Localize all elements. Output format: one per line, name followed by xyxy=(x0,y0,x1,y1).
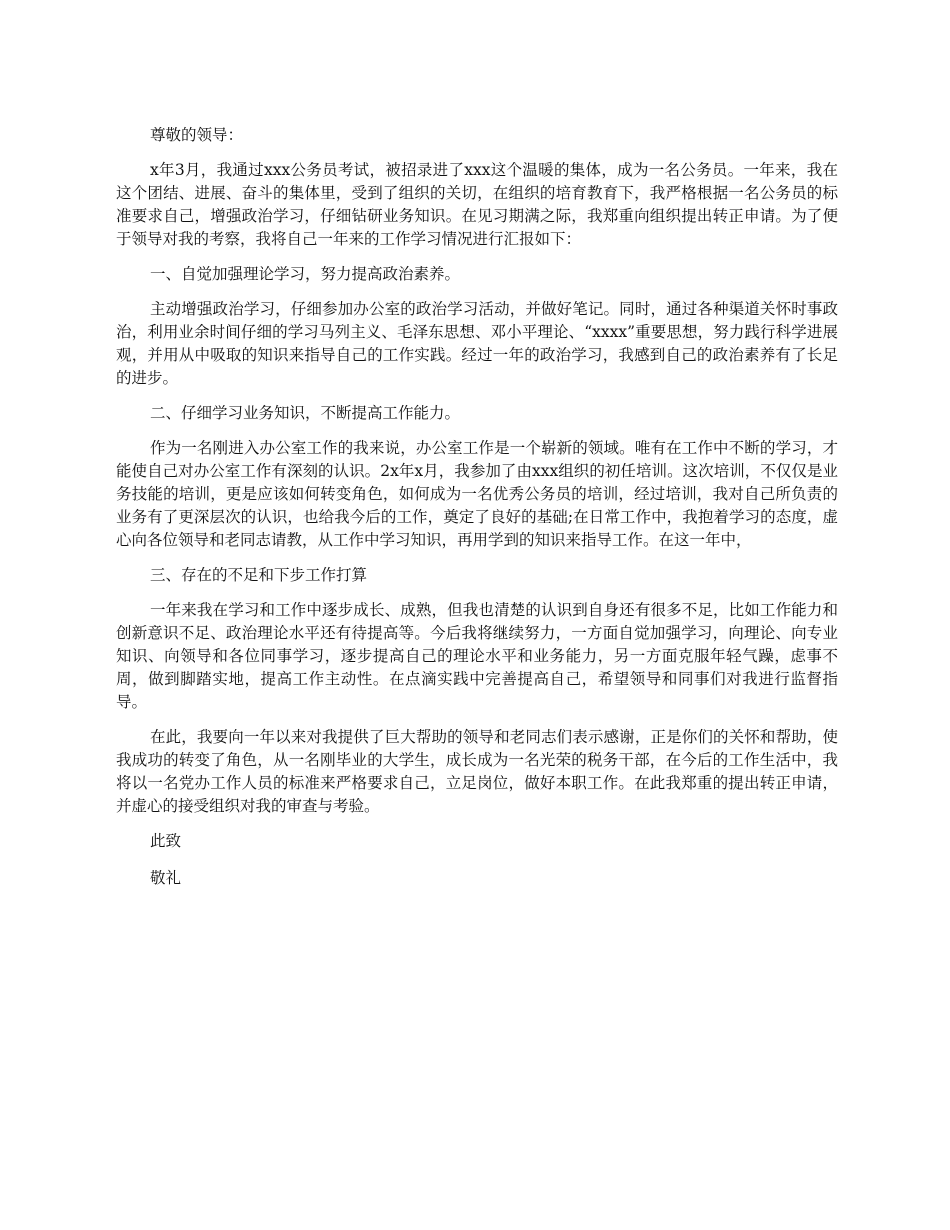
section-3-heading: 三、存在的不足和下步工作打算 xyxy=(150,566,368,584)
closing-greeting: 此致 xyxy=(150,832,182,850)
section-3-paragraph: 一年来我在学习和工作中逐步成长、成熟，但我也清楚的认识到自身还有很多不足，比如工作能力和创新意识不足、政治理论水平还有待提高等。今后我将继续努力，一方面自觉加强学习，向理论、向专业知识、向领导和各位同事学习，逐步提高自己的理论水平和业务能力，另一方面克服年轻气躁，虑事不周，做到脚踏实地，提高工作主动性。在点滴实践中完善提高自己，希望领导和同事们对我进行监督指导。 xyxy=(116,601,838,711)
salutation: 尊敬的领导： xyxy=(150,126,244,144)
closing-salute: 敬礼 xyxy=(150,869,182,887)
section-1-heading: 一、自觉加强理论学习，努力提高政治素养。 xyxy=(150,265,461,283)
letter-document xyxy=(116,124,838,904)
section-1-paragraph: 主动增强政治学习，仔细参加办公室的政治学习活动，并做好笔记。同时，通过各种渠道关怀时事政治，利用业余时间仔细的学习马列主义、毛泽东思想、邓小平理论、“xxxx”重要思想，努力践行科学进展观，并用从中吸取的知识来指导自己的工作实践。经过一年的政治学习，我感到自己的政治素养有了长足的进步。 xyxy=(116,300,838,387)
intro-paragraph: x年3月，我通过xxx公务员考试，被招录进了xxx这个温暖的集体，成为一名公务员。一年来，我在这个团结、进展、奋斗的集体里，受到了组织的关切，在组织的培育教育下，我严格根据一名公务员的标准要求自己，增强政治学习，仔细钻研业务知识。在见习期满之际，我郑重向组织提出转正申请。为了便于领导对我的考察，我将自己一年来的工作学习情况进行汇报如下： xyxy=(116,161,838,248)
section-2-paragraph: 作为一名刚进入办公室工作的我来说，办公室工作是一个崭新的领域。唯有在工作中不断的学习，才能使自己对办公室工作有深刻的认识。2x年x月，我参加了由xxx组织的初任培训。这次培训，不仅仅是业务技能的培训，更是应该如何转变角色，如何成为一名优秀公务员的培训，经过培训，我对自己所负责的业务有了更深层次的认识，也给我今后的工作，奠定了良好的基础;在日常工作中，我抱着学习的态度，虚心向各位领导和老同志请教，从工作中学习知识，再用学到的知识来指导工作。在这一年中， xyxy=(116,439,838,549)
thanks-paragraph: 在此，我要向一年以来对我提供了巨大帮助的领导和老同志们表示感谢，正是你们的关怀和帮助，使我成功的转变了角色，从一名刚毕业的大学生，成长成为一名光荣的税务干部，在今后的工作生活中，我将以一名党办工作人员的标准来严格要求自己，立足岗位，做好本职工作。在此我郑重的提出转正申请，并虚心的接受组织对我的审查与考验。 xyxy=(116,728,838,815)
section-2-heading: 二、仔细学习业务知识，不断提高工作能力。 xyxy=(150,404,461,422)
